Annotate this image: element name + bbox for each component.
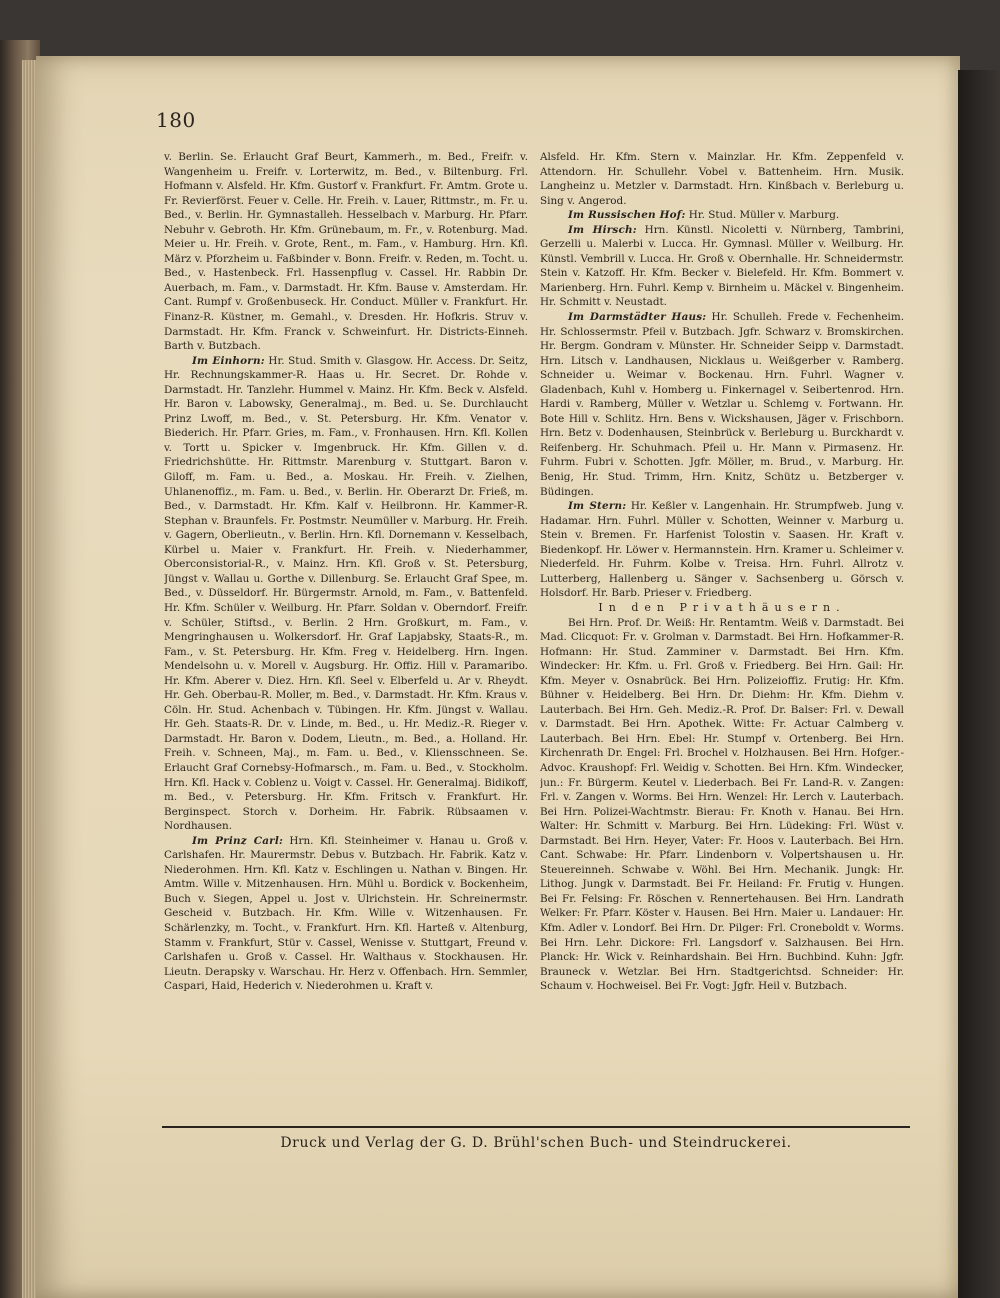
left-text-column [164,150,528,1106]
guest-list: Hr. Keßler v. Langenhain. Hr. Strumpfweb. Jung v. Hadamar. Hrn. Fuhrl. Müller v. Schotten, Weinner v. Marburg u. Stein v. Bremen. Fr. Harfenist Tolostin v. Saasen. Hr. Kraft v. Biedenkopf. Hr. Löwer v. Hermannstein. Hrn. Kramer u. Schleimer v. Niederfeld. Hr. Fuhrm. Kolbe v. Treisa. Hrn. Fuhrl. Allrotz v. Lutterberg, Hallenberg u. Sänger v. Sachsenberg u. Görsch v. Holsdorf. Hr. Barb. Prieser v. Friedberg. [540,500,904,600]
guest-list: v. Berlin. Se. Erlaucht Graf Beurt, Kammerh., m. Bed., Freifr. v. Wangenheim u. Freifr. v. Lorterwitz, m. Bed., v. Biltenburg. Frl. Hofmann v. Alsfeld. Hr. Kfm. Gustorf v. Frankfurt. Fr. Amtm. Grote u. Fr. Revierförst. Feuer v. Celle. Hr. Freih. v. Lauer, Rittmstr., m. Fr. u. Bed., v. Berlin. Hr. Gymnastalleh. Hesselbach v. Marburg. Hr. Pfarr. Nebuhr v. Gebroth. Hr. Kfm. Grünebaum, m. Fr., v. Rotenburg. Mad. Meier u. Hr. Freih. v. Grote, Rent., m. Fam., v. Hamburg. Hrn. Kfl. März v. Pforzheim u. Faßbinder v. Bonn. Freifr. v. Reden, m. Tocht. u. Bed., v. Hastenbeck. Frl. Hassenpflug v. Cassel. Hr. Rabbin Dr. Auerbach, m. Fam., v. Darmstadt. Hr. Kfm. Bause v. Amsterdam. Hr. Cant. Rumpf v. Großenbuseck. Hr. Conduct. Müller v. Frankfurt. Hr. Finanz-R. Küstner, m. Gemahl., v. Dresden. Hr. Hofkris. Struv v. Darmstadt. Hr. Kfm. Franck v. Schweinfurt. Hr. Districts-Einneh. Barth v. Butzbach. [164,151,528,353]
hotel-entry [540,499,904,601]
hotel-name: Im Stern: [568,500,627,513]
hotel-entry [164,834,528,994]
guest-list: Hr. Schulleh. Frede v. Fechenheim. Hr. Schlossermstr. Pfeil v. Butzbach. Jgfr. Schwarz v. Bromskirchen. Hr. Bergm. Gondram v. Münster. Hr. Schneider Seipp v. Darmstadt. Hrn. Litsch v. Landhausen, Nicklaus u. Weißgerber v. Ramberg. Schneider u. Weimar v. Bockenau. Hrn. Fuhrl. Wagner v. Gladenbach, Kuhl v. Homberg u. Finkernagel v. Seibertenrod. Hrn. Hardi v. Ramberg, Müller v. Wetzlar u. Schlemg v. Fortwann. Hr. Bote Hill v. Schlitz. Hrn. Bens v. Wickshausen, Jäger v. Frischborn. Hrn. Betz v. Dodenhausen, Steinbrück v. Berleburg u. Burckhardt v. Reifenberg. Hr. Schuhmach. Pfeil u. Hr. Mann v. Pirmasenz. Hr. Fuhrm. Fubri v. Schotten. Jgfr. Möller, m. Brud., v. Marburg. Hr. Benig, Hr. Stud. Trimm, Hrn. Knitz, Schütz u. Betzberger v. Büdingen. [540,311,904,498]
hotel-name: Im Hirsch: [568,223,637,236]
guest-list: Hr. Stud. Smith v. Glasgow. Hr. Access. Dr. Seitz, Hr. Rechnungskammer-R. Haas u. Hr. Secret. Dr. Rohde v. Darmstadt. Hr. Tanzlehr. Hummel v. Mainz. Hr. Kfm. Beck v. Alsfeld. Hr. Baron v. Labowsky, Generalmaj., m. Bed. u. Se. Durchlaucht Prinz Lwoff, m. Bed., v. St. Petersburg. Hr. Kfm. Venator v. Biederich. Hr. Pfarr. Gries, m. Fam., v. Fronhausen. Hrn. Kfl. Kollen v. Tortt u. Spicker v. Imgenbruck. Hr. Kfm. Gillen v. d. Friedrichshütte. Hr. Rittmstr. Marenburg v. Stuttgart. Baron v. Giloff, m. Fam. u. Bed., a. Moskau. Hr. Freih. v. Zielhen, Uhlanenoffiz., m. Fam. u. Bed., v. Berlin. Hr. Oberarzt Dr. Frieß, m. Bed., v. Darmstadt. Hr. Kfm. Kalf v. Heilbronn. Hr. Kammer-R. Stephan v. Braunfels. Fr. Postmstr. Neumüller v. Marburg. Hr. Freih. v. Gagern, Oberlieutn., v. Berlin. Hrn. Kfl. Dornemann v. Kesselbach, Kürbel u. Maier v. Frankfurt. Hr. Freih. v. Niederhammer, Oberconsistorial-R., v. Mainz. Hrn. Kfl. Groß v. St. Petersburg, Jüngst v. Wallau u. Gorthe v. Dillenburg. Se. Erlaucht Graf Spee, m. Bed., v. Düsseldorf. Hr. Bürgermstr. Arnold, m. Fam., v. Battenfeld. Hr. Kfm. Schüler v. Weilburg. Hr. Pfarr. Soldan v. Oberndorf. Freifr. v. Schüler, Stiftsd., v. Berlin. 2 Hrn. Großkurt, m. Fam., v. Mengringhausen u. Wolkersdorf. Hr. Graf Lapjabsky, Staats-R., m. Fam., v. St. Petersburg. Hr. Kfm. Freg v. Heidelberg. Hrn. Ingen. Mendelsohn u. v. Morell v. Augsburg. Hr. Offiz. Hill v. Paramaribo. Hr. Kfm. Aberer v. Diez. Hrn. Kfl. Seel v. Elberfeld u. Ar v. Rheydt. Hr. Geh. Oberbau-R. Moller, m. Bed., v. Darmstadt. Hr. Kfm. Kraus v. Cöln. Hr. Stud. Achenbach v. Tübingen. Hr. Kfm. Jüngst v. Wallau. Hr. Geh. Staats-R. Dr. v. Linde, m. Bed., u. Hr. Mediz.-R. Rieger v. Darmstadt. Hr. Baron v. Dodem, Lieutn., m. Bed., a. Holland. Hr. Freih. v. Schneen, Maj., m. Fam. u. Bed., v. Kliensschneen. Se. Erlaucht Graf Cornebsy-Hofmarsch., m. Fam. u. Bed., v. Stockholm. Hrn. Kfl. Hack v. Coblenz u. Voigt v. Cassel. Hr. Generalmaj. Bidikoff, m. Bed., v. Petersburg. Hr. Kfm. Fritsch v. Frankfurt. Hr. Berginspect. Storch v. Dorheim. Hr. Fabrik. Rübsaamen v. Nordhausen. [164,354,528,833]
right-background [958,70,1000,1298]
guest-list: Hrn. Künstl. Nicoletti v. Nürnberg, Tambrini, Gerzelli u. Malerbi v. Lucca. Hr. Gymnasl. Müller v. Weilburg. Hr. Künstl. Vembrill v. Lucca. Hr. Groß v. Obernhalle. Hr. Schneidermstr. Stein v. Katzoff. Hr. Kfm. Becker v. Bielefeld. Hr. Kfm. Bommert v. Marienberg. Hrn. Fuhrl. Kemp v. Birnheim u. Mäckel v. Bingenheim. Hr. Schmitt v. Neustadt. [540,223,904,309]
hotel-name: Im Einhorn: [192,354,265,367]
guest-list: Alsfeld. Hr. Kfm. Stern v. Mainzlar. Hr. Kfm. Zeppenfeld v. Attendorn. Hr. Schullehr. Vobel v. Battenheim. Hrn. Musik. Langheinz u. Metzler v. Darmstadt. Hrn. Kinßbach v. Berleburg u. Sing v. Angerod. [540,151,904,207]
hotel-name: Im Prinz Carl: [192,834,284,847]
guest-list: Hrn. Kfl. Steinheimer v. Hanau u. Groß v. Carlshafen. Hr. Maurermstr. Debus v. Butzbach. Hr. Fabrik. Katz v. Niederohmen. Hrn. Kfl. Katz v. Eschlingen u. Nathan v. Bingen. Hr. Amtm. Wille v. Mitzenhausen. Hrn. Mühl u. Bordick v. Bockenheim, Buch v. Siegen, Appel u. Jost v. Ulrichstein. Hr. Schreinermstr. Gescheid v. Butzbach. Hr. Kfm. Wille v. Witzenhausen. Fr. Schärlenzky, m. Tocht., v. Frankfurt. Hrn. Kfl. Harteß v. Altenburg, Stamm v. Frankfurt, Stür v. Cassel, Wenisse v. Stuttgart, Freund v. Carlshafen u. Groß v. Cassel. Hr. Walthaus v. Stockhausen. Hr. Lieutn. Derapsky v. Warschau. Hr. Herz v. Offenbach. Hrn. Semmler, Caspari, Haid, Hederich v. Niederohmen u. Kraft v. [164,834,528,993]
hotel-entry [164,354,528,834]
hotel-entry [540,310,904,499]
footer-rule [162,1126,910,1128]
hotel-entry [540,208,904,223]
hotel-name: Im Russischen Hof: [568,209,686,222]
private-houses-list: Bei Hrn. Prof. Dr. Weiß: Hr. Rentamtm. Weiß v. Darmstadt. Bei Mad. Clicquot: Fr. v. Grolman v. Darmstadt. Bei Hrn. Hofkammer-R. Hofmann: Hr. Stud. Zamminer v. Darmstadt. Bei Hrn. Kfm. Windecker: Hr. Kfm. u. Frl. Groß v. Friedberg. Bei Hrn. Gail: Hr. Kfm. Meyer v. Osnabrück. Bei Hrn. Polizeioffiz. Frutig: Hr. Kfm. Bühner v. Heidelberg. Bei Hrn. Dr. Diehm: Hr. Kfm. Diehm v. Lauterbach. Bei Hrn. Geh. Mediz.-R. Prof. Dr. Balser: Frl. v. Dewall v. Darmstadt. Bei Hrn. Apothek. Witte: Fr. Actuar Calmberg v. Lauterbach. Bei Hrn. Ebel: Hr. Stumpf v. Ortenberg. Bei Hrn. Kirchenrath Dr. Engel: Frl. Brochel v. Holzhausen. Bei Hrn. Hofger.-Advoc. Kraushopf: Frl. Weidig v. Schotten. Bei Hrn. Kfm. Windecker, jun.: Fr. Bürgerm. Keutel v. Liederbach. Bei Fr. Land-R. v. Zangen: Frl. v. Zangen v. Worms. Bei Hrn. Wenzel: Hr. Lerch v. Lauterbach. Bei Hrn. Polizei-Wachtmstr. Bierau: Fr. Knoth v. Hanau. Bei Hrn. Walter: Hr. Schmitt v. Marburg. Bei Hrn. Lüdeking: Frl. Wüst v. Darmstadt. Bei Hrn. Heyer, Vater: Fr. Hoos v. Lauterbach. Bei Hrn. Cant. Schwabe: Hr. Pfarr. Lindenborn v. Volpertshausen u. Hr. Steuereinneh. Schwabe v. Wöhl. Bei Hrn. Mechanik. Jungk: Hr. Lithog. Jungk v. Darmstadt. Bei Fr. Heiland: Fr. Frutig v. Hungen. Bei Fr. Felsing: Fr. Röschen v. Rennertehausen. Bei Hrn. Landrath Welker: Fr. Pfarr. Köster v. Hausen. Bei Hrn. Maier u. Landauer: Hr. Kfm. Adler v. Londorf. Bei Hrn. Dr. Pilger: Frl. Croneboldt v. Worms. Bei Hrn. Lehr. Dickore: Frl. Langsdorf v. Salzhausen. Bei Hrn. Planck: Hr. Wick v. Reinhardshain. Bei Hrn. Buchbind. Kuhn: Jgfr. Brauneck v. Wetzlar. Bei Hrn. Stadtgerichtsd. Schneider: Hr. Schaum v. Hochweisel. Bei Fr. Vogt: Jgfr. Heil v. Butzbach. [540,616,904,993]
hotel-name: Im Darmstädter Haus: [568,311,707,324]
guest-list: Hr. Stud. Müller v. Marburg. [685,209,840,222]
hotel-entry [540,223,904,310]
section-heading: In den Privathäusern. [598,600,846,614]
page-number: 180 [156,108,196,132]
book-spine-edge [0,40,40,1298]
right-text-column [540,150,904,1106]
printer-imprint: Druck und Verlag der G. D. Brühl'schen Buch- und Steindruckerei. [280,1135,792,1151]
